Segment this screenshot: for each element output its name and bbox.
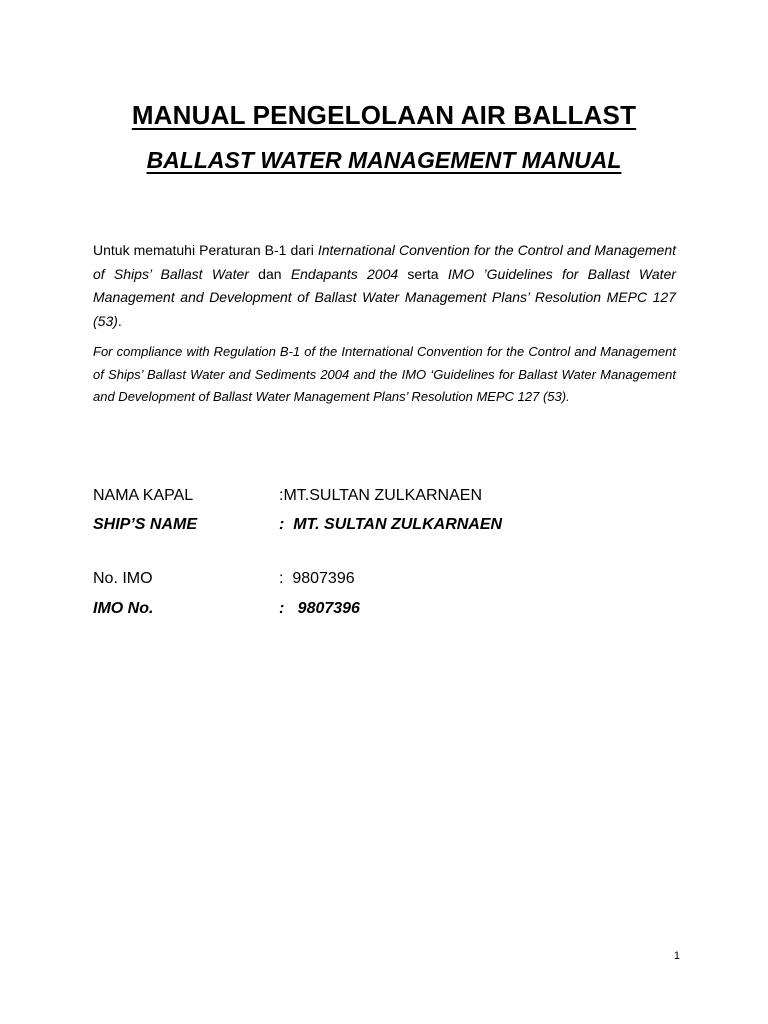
ship-name-english-row [93,513,693,537]
title-english: BALLAST WATER MANAGEMENT MANUAL [146,147,622,173]
para-id-text-4: . [117,312,122,329]
imo-number-english-label: IMO No. [93,600,154,617]
imo-number-english-value: : 9807396 [279,600,360,617]
intro-paragraph-english: For compliance with Regulation B-1 of the International Convention for the Control and Management of Ships’ Ballast Water and Sediments 2004 and the IMO ‘Guidelines for Ballast Water Management and Development of Ballast Water Management Plans’ Resolution MEPC 127 (53). [93,344,676,404]
ship-name-indonesian-row [93,484,693,508]
imo-number-indonesian-label: No. IMO [93,570,153,587]
para-id-text-3: serta [398,265,448,282]
para-id-italic-2: Endapants 2004 [290,265,399,282]
imo-number-english-row [93,597,693,621]
intro-paragraph-indonesian [93,239,676,333]
ship-name-indonesian-label: NAMA KAPAL [93,487,194,504]
ship-name-english-value: : MT. SULTAN ZULKARNAEN [279,516,503,533]
para-id-text-1: Untuk mematuhi Peraturan B-1 dari [93,242,318,258]
page-number: 1 [673,950,680,962]
para-id-text-2: dan [248,265,291,282]
imo-number-indonesian-value: : 9807396 [279,570,355,587]
ship-name-english-label: SHIP’S NAME [93,516,198,533]
para-id-italic-3: IMO ’Guidelines for Ballast Water Management and Development of Ballast Water Management Plans’ Resolution MEPC 127 (53) [93,265,677,329]
imo-number-indonesian-row [93,567,693,591]
title-indonesian: MANUAL PENGELOLAAN AIR BALLAST [131,100,637,130]
para-id-italic-1: International Convention for the Control and Management of Ships’ Ballast Water [93,242,676,282]
ship-name-indonesian-value: :MT.SULTAN ZULKARNAEN [279,487,482,504]
